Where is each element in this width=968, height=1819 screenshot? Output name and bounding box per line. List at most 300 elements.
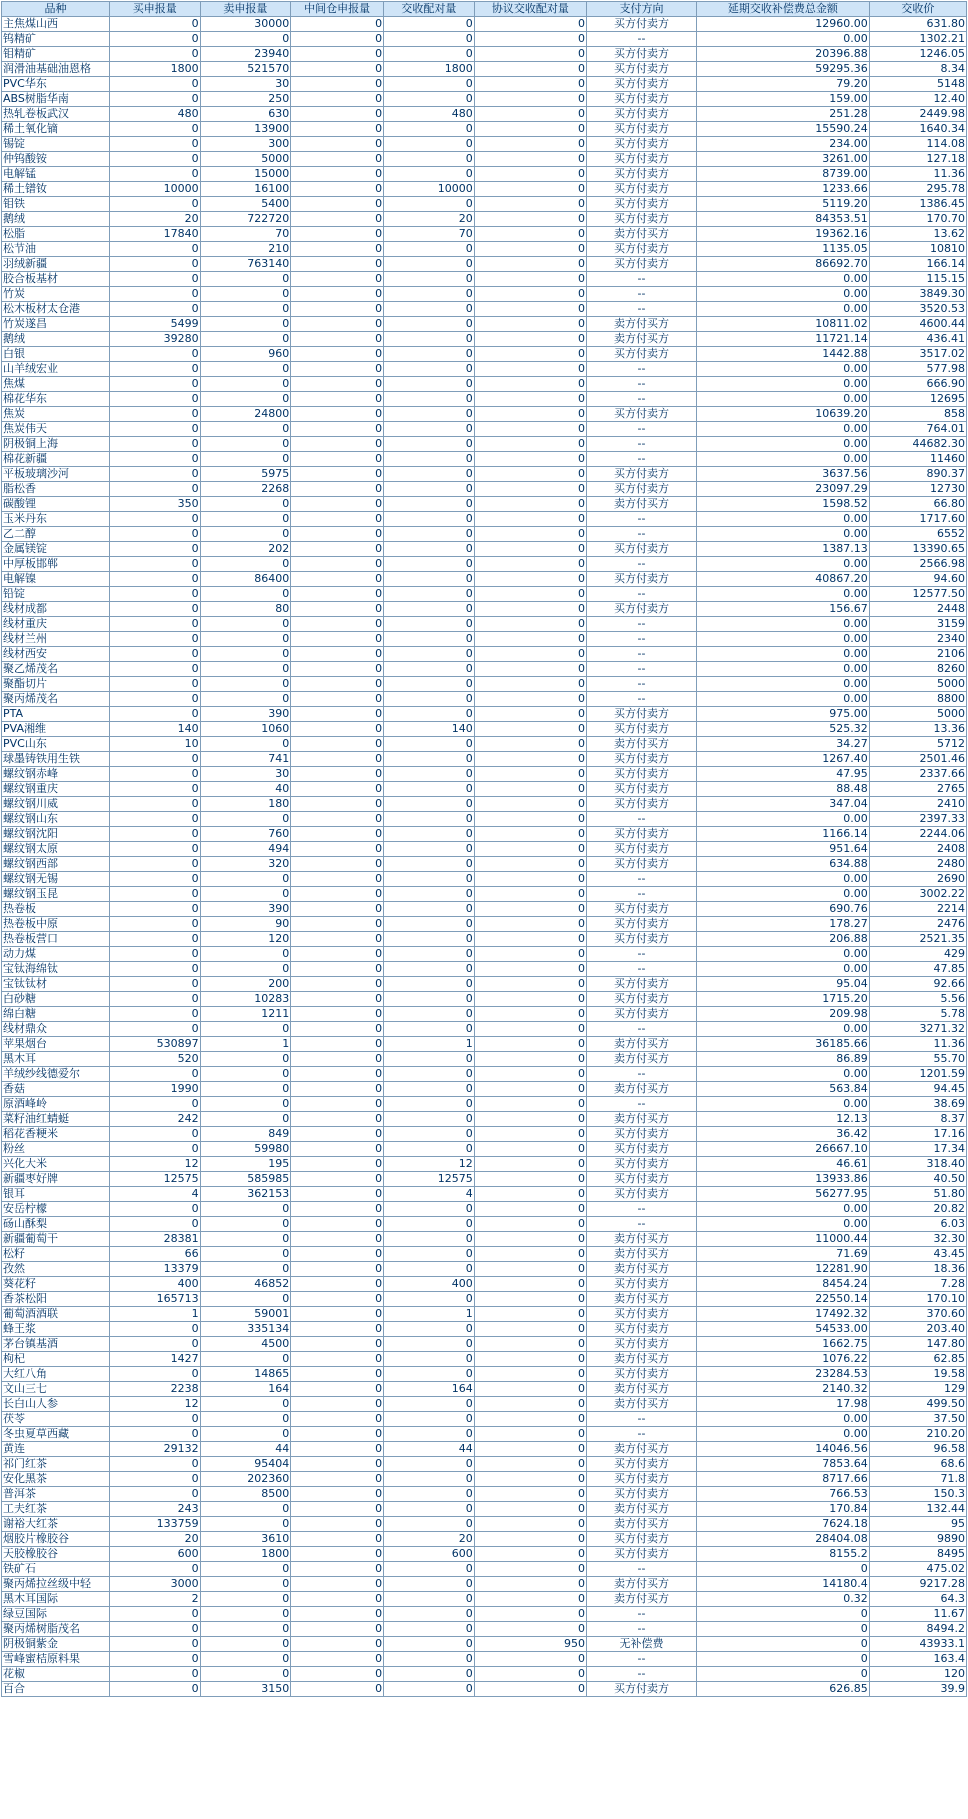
table-row bbox=[2, 1517, 967, 1532]
table-row bbox=[2, 377, 967, 392]
table-row bbox=[2, 137, 967, 152]
table-row bbox=[2, 632, 967, 647]
cell-buy-qty: 20 bbox=[109, 1532, 200, 1547]
table-row bbox=[2, 827, 967, 842]
cell-middle-qty: 0 bbox=[291, 1397, 384, 1412]
cell-middle-qty: 0 bbox=[291, 1172, 384, 1187]
table-row bbox=[2, 1622, 967, 1637]
cell-buy-qty: 12 bbox=[109, 1157, 200, 1172]
cell-middle-qty: 0 bbox=[291, 212, 384, 227]
cell-matched-qty: 0 bbox=[384, 437, 475, 452]
cell-delivery-price: 8260 bbox=[869, 662, 966, 677]
table-row bbox=[2, 1532, 967, 1547]
cell-compensation: 86692.70 bbox=[697, 257, 870, 272]
cell-delivery-price: 4600.44 bbox=[869, 317, 966, 332]
cell-buy-qty: 0 bbox=[109, 992, 200, 1007]
cell-buy-qty: 0 bbox=[109, 422, 200, 437]
table-row bbox=[2, 587, 967, 602]
cell-delivery-price: 5148 bbox=[869, 77, 966, 92]
table-row bbox=[2, 422, 967, 437]
cell-pay-direction: 卖方付买方 bbox=[586, 1112, 696, 1127]
cell-agreement-qty: 0 bbox=[474, 992, 586, 1007]
cell-variety: 平板玻璃沙河 bbox=[2, 467, 110, 482]
cell-variety: 棉花华东 bbox=[2, 392, 110, 407]
cell-sell-qty: 0 bbox=[200, 1622, 291, 1637]
cell-buy-qty: 0 bbox=[109, 1667, 200, 1682]
col-header-compensation: 延期交收补偿费总金额 bbox=[697, 2, 870, 17]
cell-pay-direction: 买方付卖方 bbox=[586, 197, 696, 212]
cell-matched-qty: 0 bbox=[384, 932, 475, 947]
cell-middle-qty: 0 bbox=[291, 1232, 384, 1247]
table-row bbox=[2, 947, 967, 962]
cell-matched-qty: 0 bbox=[384, 887, 475, 902]
cell-agreement-qty: 0 bbox=[474, 17, 586, 32]
cell-middle-qty: 0 bbox=[291, 632, 384, 647]
cell-sell-qty: 0 bbox=[200, 1022, 291, 1037]
cell-pay-direction: 买方付卖方 bbox=[586, 1307, 696, 1322]
cell-middle-qty: 0 bbox=[291, 62, 384, 77]
cell-agreement-qty: 0 bbox=[474, 242, 586, 257]
cell-compensation: 0.00 bbox=[697, 1022, 870, 1037]
cell-pay-direction: -- bbox=[586, 947, 696, 962]
cell-pay-direction: 买方付卖方 bbox=[586, 782, 696, 797]
cell-delivery-price: 11.36 bbox=[869, 1037, 966, 1052]
cell-sell-qty: 0 bbox=[200, 1517, 291, 1532]
cell-agreement-qty: 0 bbox=[474, 1292, 586, 1307]
cell-buy-qty: 0 bbox=[109, 527, 200, 542]
cell-pay-direction: 买方付卖方 bbox=[586, 1142, 696, 1157]
cell-compensation: 975.00 bbox=[697, 707, 870, 722]
cell-middle-qty: 0 bbox=[291, 32, 384, 47]
cell-delivery-price: 318.40 bbox=[869, 1157, 966, 1172]
cell-pay-direction: 买方付卖方 bbox=[586, 917, 696, 932]
cell-variety: 碳酸锂 bbox=[2, 497, 110, 512]
cell-sell-qty: 0 bbox=[200, 1562, 291, 1577]
cell-buy-qty: 66 bbox=[109, 1247, 200, 1262]
cell-variety: 银耳 bbox=[2, 1187, 110, 1202]
cell-pay-direction: -- bbox=[586, 32, 696, 47]
cell-buy-qty: 2 bbox=[109, 1592, 200, 1607]
cell-sell-qty: 30 bbox=[200, 767, 291, 782]
cell-buy-qty: 1 bbox=[109, 1307, 200, 1322]
cell-sell-qty: 1800 bbox=[200, 1547, 291, 1562]
cell-sell-qty: 0 bbox=[200, 1352, 291, 1367]
table-row bbox=[2, 1652, 967, 1667]
cell-pay-direction: -- bbox=[586, 1622, 696, 1637]
cell-variety: 粉丝 bbox=[2, 1142, 110, 1157]
cell-buy-qty: 0 bbox=[109, 257, 200, 272]
table-row bbox=[2, 1052, 967, 1067]
cell-pay-direction: 买方付卖方 bbox=[586, 62, 696, 77]
cell-variety: 文山三七 bbox=[2, 1382, 110, 1397]
cell-sell-qty: 0 bbox=[200, 452, 291, 467]
cell-sell-qty: 16100 bbox=[200, 182, 291, 197]
table-row bbox=[2, 917, 967, 932]
cell-pay-direction: 买方付卖方 bbox=[586, 1337, 696, 1352]
cell-variety: 锡锭 bbox=[2, 137, 110, 152]
cell-sell-qty: 210 bbox=[200, 242, 291, 257]
cell-sell-qty: 8500 bbox=[200, 1487, 291, 1502]
cell-buy-qty: 5499 bbox=[109, 317, 200, 332]
cell-sell-qty: 0 bbox=[200, 677, 291, 692]
cell-delivery-price: 66.80 bbox=[869, 497, 966, 512]
cell-variety: 焦煤 bbox=[2, 377, 110, 392]
cell-delivery-price: 2337.66 bbox=[869, 767, 966, 782]
table-row bbox=[2, 1442, 967, 1457]
cell-delivery-price: 11460 bbox=[869, 452, 966, 467]
cell-compensation: 11000.44 bbox=[697, 1232, 870, 1247]
cell-pay-direction: 买方付卖方 bbox=[586, 167, 696, 182]
cell-agreement-qty: 0 bbox=[474, 287, 586, 302]
cell-matched-qty: 0 bbox=[384, 257, 475, 272]
cell-matched-qty: 0 bbox=[384, 332, 475, 347]
cell-delivery-price: 11.67 bbox=[869, 1607, 966, 1622]
cell-compensation: 159.00 bbox=[697, 92, 870, 107]
cell-middle-qty: 0 bbox=[291, 92, 384, 107]
cell-buy-qty: 0 bbox=[109, 347, 200, 362]
cell-matched-qty: 480 bbox=[384, 107, 475, 122]
cell-middle-qty: 0 bbox=[291, 1082, 384, 1097]
cell-delivery-price: 13390.65 bbox=[869, 542, 966, 557]
cell-buy-qty: 0 bbox=[109, 902, 200, 917]
cell-variety: 稀土氧化镝 bbox=[2, 122, 110, 137]
cell-sell-qty: 202360 bbox=[200, 1472, 291, 1487]
cell-buy-qty: 0 bbox=[109, 1322, 200, 1337]
cell-delivery-price: 20.82 bbox=[869, 1202, 966, 1217]
table-row bbox=[2, 1037, 967, 1052]
cell-variety: 聚乙烯茂名 bbox=[2, 662, 110, 677]
table-row bbox=[2, 707, 967, 722]
cell-delivery-price: 370.60 bbox=[869, 1307, 966, 1322]
cell-pay-direction: -- bbox=[586, 287, 696, 302]
cell-middle-qty: 0 bbox=[291, 197, 384, 212]
cell-pay-direction: -- bbox=[586, 272, 696, 287]
cell-middle-qty: 0 bbox=[291, 1352, 384, 1367]
cell-buy-qty: 0 bbox=[109, 827, 200, 842]
cell-buy-qty: 0 bbox=[109, 767, 200, 782]
cell-variety: 羊绒纱线德爱尔 bbox=[2, 1067, 110, 1082]
cell-agreement-qty: 0 bbox=[474, 1352, 586, 1367]
cell-middle-qty: 0 bbox=[291, 887, 384, 902]
cell-variety: 聚酯切片 bbox=[2, 677, 110, 692]
cell-middle-qty: 0 bbox=[291, 1517, 384, 1532]
cell-matched-qty: 0 bbox=[384, 242, 475, 257]
cell-pay-direction: -- bbox=[586, 617, 696, 632]
cell-delivery-price: 92.66 bbox=[869, 977, 966, 992]
table-row bbox=[2, 302, 967, 317]
cell-middle-qty: 0 bbox=[291, 1367, 384, 1382]
cell-buy-qty: 3000 bbox=[109, 1577, 200, 1592]
table-row bbox=[2, 287, 967, 302]
cell-pay-direction: 卖方付买方 bbox=[586, 1247, 696, 1262]
cell-matched-qty: 0 bbox=[384, 827, 475, 842]
cell-variety: PVA湘维 bbox=[2, 722, 110, 737]
cell-buy-qty: 0 bbox=[109, 452, 200, 467]
cell-matched-qty: 0 bbox=[384, 662, 475, 677]
table-row bbox=[2, 1022, 967, 1037]
cell-buy-qty: 0 bbox=[109, 122, 200, 137]
cell-compensation: 11721.14 bbox=[697, 332, 870, 347]
cell-agreement-qty: 0 bbox=[474, 1487, 586, 1502]
cell-agreement-qty: 0 bbox=[474, 1022, 586, 1037]
cell-pay-direction: 买方付卖方 bbox=[586, 977, 696, 992]
cell-compensation: 46.61 bbox=[697, 1157, 870, 1172]
cell-matched-qty: 0 bbox=[384, 362, 475, 377]
cell-compensation: 26667.10 bbox=[697, 1142, 870, 1157]
cell-agreement-qty: 0 bbox=[474, 32, 586, 47]
cell-pay-direction: 买方付卖方 bbox=[586, 1172, 696, 1187]
table-row bbox=[2, 452, 967, 467]
cell-variety: 线材重庆 bbox=[2, 617, 110, 632]
cell-buy-qty: 0 bbox=[109, 1022, 200, 1037]
table-row bbox=[2, 1682, 967, 1697]
cell-matched-qty: 0 bbox=[384, 842, 475, 857]
cell-variety: 冬虫夏草西藏 bbox=[2, 1427, 110, 1442]
cell-middle-qty: 0 bbox=[291, 182, 384, 197]
cell-matched-qty: 0 bbox=[384, 752, 475, 767]
cell-pay-direction: 卖方付买方 bbox=[586, 497, 696, 512]
cell-middle-qty: 0 bbox=[291, 422, 384, 437]
cell-middle-qty: 0 bbox=[291, 347, 384, 362]
cell-agreement-qty: 0 bbox=[474, 542, 586, 557]
cell-pay-direction: 卖方付买方 bbox=[586, 1262, 696, 1277]
cell-pay-direction: 卖方付买方 bbox=[586, 1037, 696, 1052]
cell-matched-qty: 0 bbox=[384, 1667, 475, 1682]
col-header-variety: 品种 bbox=[2, 2, 110, 17]
cell-compensation: 251.28 bbox=[697, 107, 870, 122]
cell-middle-qty: 0 bbox=[291, 1337, 384, 1352]
cell-variety: 黑木耳国际 bbox=[2, 1592, 110, 1607]
cell-delivery-price: 5.78 bbox=[869, 1007, 966, 1022]
cell-buy-qty: 0 bbox=[109, 92, 200, 107]
cell-agreement-qty: 0 bbox=[474, 752, 586, 767]
cell-variety: 原酒峰岭 bbox=[2, 1097, 110, 1112]
cell-buy-qty: 12 bbox=[109, 1397, 200, 1412]
cell-matched-qty: 0 bbox=[384, 902, 475, 917]
cell-middle-qty: 0 bbox=[291, 1427, 384, 1442]
cell-variety: 祁门红茶 bbox=[2, 1457, 110, 1472]
table-row bbox=[2, 1667, 967, 1682]
cell-sell-qty: 521570 bbox=[200, 62, 291, 77]
cell-variety: 宝钛海绵钛 bbox=[2, 962, 110, 977]
table-row bbox=[2, 1592, 967, 1607]
cell-delivery-price: 2410 bbox=[869, 797, 966, 812]
cell-matched-qty: 0 bbox=[384, 1112, 475, 1127]
cell-agreement-qty: 0 bbox=[474, 167, 586, 182]
cell-agreement-qty: 0 bbox=[474, 1337, 586, 1352]
cell-middle-qty: 0 bbox=[291, 587, 384, 602]
cell-sell-qty: 80 bbox=[200, 602, 291, 617]
cell-sell-qty: 0 bbox=[200, 1607, 291, 1622]
cell-sell-qty: 202 bbox=[200, 542, 291, 557]
cell-agreement-qty: 0 bbox=[474, 1592, 586, 1607]
cell-variety: 热卷板 bbox=[2, 902, 110, 917]
table-row bbox=[2, 1637, 967, 1652]
cell-pay-direction: -- bbox=[586, 1022, 696, 1037]
cell-delivery-price: 95 bbox=[869, 1517, 966, 1532]
cell-delivery-price: 3849.30 bbox=[869, 287, 966, 302]
cell-delivery-price: 150.3 bbox=[869, 1487, 966, 1502]
cell-compensation: 0.00 bbox=[697, 437, 870, 452]
cell-buy-qty: 0 bbox=[109, 47, 200, 62]
cell-matched-qty: 0 bbox=[384, 1097, 475, 1112]
cell-pay-direction: 卖方付买方 bbox=[586, 1082, 696, 1097]
cell-buy-qty: 0 bbox=[109, 1472, 200, 1487]
cell-agreement-qty: 0 bbox=[474, 197, 586, 212]
cell-compensation: 54533.00 bbox=[697, 1322, 870, 1337]
cell-sell-qty: 59001 bbox=[200, 1307, 291, 1322]
cell-middle-qty: 0 bbox=[291, 1442, 384, 1457]
cell-middle-qty: 0 bbox=[291, 1157, 384, 1172]
cell-compensation: 10639.20 bbox=[697, 407, 870, 422]
cell-pay-direction: 卖方付买方 bbox=[586, 1502, 696, 1517]
cell-variety: 竹炭遂昌 bbox=[2, 317, 110, 332]
cell-buy-qty: 0 bbox=[109, 917, 200, 932]
cell-agreement-qty: 0 bbox=[474, 272, 586, 287]
cell-agreement-qty: 0 bbox=[474, 887, 586, 902]
cell-matched-qty: 0 bbox=[384, 392, 475, 407]
cell-buy-qty: 10000 bbox=[109, 182, 200, 197]
table-row bbox=[2, 962, 967, 977]
table-row bbox=[2, 1472, 967, 1487]
cell-sell-qty: 0 bbox=[200, 1097, 291, 1112]
cell-compensation: 17.98 bbox=[697, 1397, 870, 1412]
cell-pay-direction: 买方付卖方 bbox=[586, 797, 696, 812]
table-row bbox=[2, 752, 967, 767]
cell-agreement-qty: 0 bbox=[474, 137, 586, 152]
cell-sell-qty: 741 bbox=[200, 752, 291, 767]
cell-variety: 茯苓 bbox=[2, 1412, 110, 1427]
cell-buy-qty: 0 bbox=[109, 77, 200, 92]
table-row bbox=[2, 542, 967, 557]
cell-buy-qty: 0 bbox=[109, 1607, 200, 1622]
cell-middle-qty: 0 bbox=[291, 1652, 384, 1667]
cell-sell-qty: 90 bbox=[200, 917, 291, 932]
cell-agreement-qty: 0 bbox=[474, 1532, 586, 1547]
cell-matched-qty: 140 bbox=[384, 722, 475, 737]
cell-pay-direction: -- bbox=[586, 422, 696, 437]
cell-middle-qty: 0 bbox=[291, 482, 384, 497]
table-row bbox=[2, 932, 967, 947]
cell-buy-qty: 0 bbox=[109, 1562, 200, 1577]
cell-middle-qty: 0 bbox=[291, 692, 384, 707]
cell-buy-qty: 4 bbox=[109, 1187, 200, 1202]
cell-matched-qty: 0 bbox=[384, 797, 475, 812]
col-header-pay-direction: 支付方向 bbox=[586, 2, 696, 17]
cell-matched-qty: 0 bbox=[384, 677, 475, 692]
cell-sell-qty: 0 bbox=[200, 527, 291, 542]
cell-delivery-price: 210.20 bbox=[869, 1427, 966, 1442]
cell-matched-qty: 0 bbox=[384, 917, 475, 932]
table-row bbox=[2, 362, 967, 377]
cell-matched-qty: 0 bbox=[384, 1487, 475, 1502]
cell-delivery-price: 170.10 bbox=[869, 1292, 966, 1307]
cell-buy-qty: 0 bbox=[109, 362, 200, 377]
cell-buy-qty: 0 bbox=[109, 947, 200, 962]
cell-middle-qty: 0 bbox=[291, 317, 384, 332]
table-row bbox=[2, 212, 967, 227]
cell-pay-direction: 买方付卖方 bbox=[586, 1322, 696, 1337]
cell-agreement-qty: 0 bbox=[474, 962, 586, 977]
cell-compensation: 7853.64 bbox=[697, 1457, 870, 1472]
cell-agreement-qty: 0 bbox=[474, 467, 586, 482]
cell-matched-qty: 1 bbox=[384, 1037, 475, 1052]
cell-compensation: 0.00 bbox=[697, 452, 870, 467]
cell-sell-qty: 250 bbox=[200, 92, 291, 107]
cell-pay-direction: 卖方付买方 bbox=[586, 1397, 696, 1412]
cell-agreement-qty: 0 bbox=[474, 182, 586, 197]
cell-compensation: 8739.00 bbox=[697, 167, 870, 182]
cell-buy-qty: 0 bbox=[109, 632, 200, 647]
cell-sell-qty: 0 bbox=[200, 1412, 291, 1427]
col-header-delivery-price: 交收价 bbox=[869, 2, 966, 17]
table-row bbox=[2, 872, 967, 887]
cell-compensation: 10811.02 bbox=[697, 317, 870, 332]
cell-compensation: 0.00 bbox=[697, 527, 870, 542]
cell-agreement-qty: 0 bbox=[474, 1442, 586, 1457]
cell-pay-direction: 买方付卖方 bbox=[586, 347, 696, 362]
cell-sell-qty: 15000 bbox=[200, 167, 291, 182]
cell-pay-direction: 买方付卖方 bbox=[586, 1187, 696, 1202]
cell-middle-qty: 0 bbox=[291, 137, 384, 152]
cell-compensation: 71.69 bbox=[697, 1247, 870, 1262]
cell-sell-qty: 10283 bbox=[200, 992, 291, 1007]
cell-variety: 葵花籽 bbox=[2, 1277, 110, 1292]
cell-pay-direction: 买方付卖方 bbox=[586, 1157, 696, 1172]
cell-middle-qty: 0 bbox=[291, 392, 384, 407]
cell-agreement-qty: 0 bbox=[474, 1007, 586, 1022]
table-body bbox=[2, 17, 967, 1697]
cell-pay-direction: 买方付卖方 bbox=[586, 47, 696, 62]
cell-middle-qty: 0 bbox=[291, 1067, 384, 1082]
cell-buy-qty: 133759 bbox=[109, 1517, 200, 1532]
table-row bbox=[2, 1247, 967, 1262]
table-row bbox=[2, 842, 967, 857]
cell-matched-qty: 0 bbox=[384, 992, 475, 1007]
cell-delivery-price: 47.85 bbox=[869, 962, 966, 977]
cell-pay-direction: 买方付卖方 bbox=[586, 152, 696, 167]
cell-sell-qty: 70 bbox=[200, 227, 291, 242]
cell-compensation: 209.98 bbox=[697, 1007, 870, 1022]
cell-middle-qty: 0 bbox=[291, 647, 384, 662]
cell-agreement-qty: 0 bbox=[474, 1667, 586, 1682]
cell-variety: 螺纹钢西部 bbox=[2, 857, 110, 872]
cell-compensation: 0.00 bbox=[697, 1217, 870, 1232]
cell-pay-direction: 买方付卖方 bbox=[586, 1547, 696, 1562]
cell-agreement-qty: 0 bbox=[474, 1187, 586, 1202]
cell-sell-qty: 335134 bbox=[200, 1322, 291, 1337]
cell-middle-qty: 0 bbox=[291, 257, 384, 272]
cell-agreement-qty: 0 bbox=[474, 107, 586, 122]
table-row bbox=[2, 1007, 967, 1022]
cell-variety: 松脂 bbox=[2, 227, 110, 242]
cell-matched-qty: 0 bbox=[384, 857, 475, 872]
cell-sell-qty: 120 bbox=[200, 932, 291, 947]
table-row bbox=[2, 167, 967, 182]
cell-agreement-qty: 0 bbox=[474, 122, 586, 137]
cell-matched-qty: 0 bbox=[384, 452, 475, 467]
cell-sell-qty: 0 bbox=[200, 632, 291, 647]
cell-delivery-price: 13.62 bbox=[869, 227, 966, 242]
table-row bbox=[2, 767, 967, 782]
table-row bbox=[2, 1262, 967, 1277]
cell-agreement-qty: 0 bbox=[474, 1217, 586, 1232]
cell-agreement-qty: 0 bbox=[474, 857, 586, 872]
cell-pay-direction: 买方付卖方 bbox=[586, 842, 696, 857]
cell-compensation: 36185.66 bbox=[697, 1037, 870, 1052]
cell-variety: 孜然 bbox=[2, 1262, 110, 1277]
cell-pay-direction: -- bbox=[586, 302, 696, 317]
